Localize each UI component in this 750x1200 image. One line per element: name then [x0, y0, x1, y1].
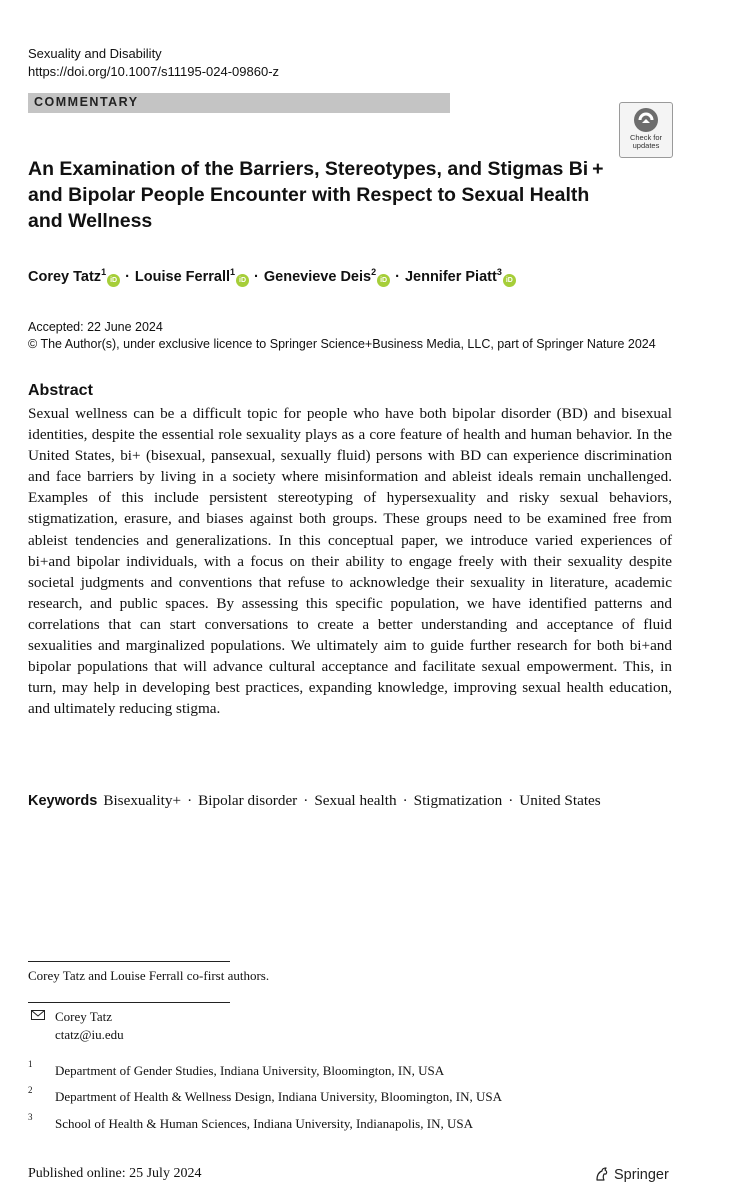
abstract-text: Sexual wellness can be a difficult topic for people who have both bipolar disorder (BD) and bisexual identities, despite the essential role sexuality plays as a core feature of health and human behavior. In the United States, bi+ (bisexual, pansexual, sexually fluid) persons with BD can experience discrimination and face barriers by living in a society where misinformation and ableist ideals remain unchallenged. Examples of this include persistent stereotyping of hypersexuality and risky sexual behaviors, stigmatization, erasure, and biases against both groups. These groups need to be examined free from ableist tendencies and generalizations. In this conceptual paper, we introduce varied experiences of bi+and bipolar individuals, with a focus on their ability to engage freely with their sexuality despite societal judgments and conventions that refuse to acknowledge their sexuality in literature, academic research, and public spaces. By assessing this specific population, we have identified patterns and correlations that can start conversations to create a better understanding and acceptance of fluid sexualities and marginalized populations. We ultimately aim to guide further research for both bi+and bipolar populations that will advance cultural acceptance and facilitate sexual empowerment. This, in turn, may help in developing best practices, expanding knowledge, improving sexual health education, and ultimately reducing stigma.: [28, 405, 672, 718]
author-2[interactable]: Louise Ferrall$^1$iD: [135, 267, 249, 287]
keywords-label: Keywords: [28, 793, 98, 809]
affiliation-number: 1: [28, 1059, 33, 1069]
author-4[interactable]: Jennifer Piatt$^3$iD: [405, 267, 516, 287]
keyword: Bipolar disorder: [198, 792, 298, 809]
keyword: United States: [519, 792, 601, 809]
affiliation-number: 3: [28, 1112, 33, 1122]
keywords: Keywords Bisexuality+ · Bipolar disorder · Sexual health · Stigmatization · United States: [28, 792, 601, 809]
article-type-bar: [28, 93, 450, 113]
article-type-label: COMMENTARY: [34, 95, 139, 109]
copyright-notice: © The Author(s), under exclusive licence to Springer Science+Business Media, LLC, part of Springer Nature 2024: [28, 337, 656, 351]
corresponding-author-email[interactable]: ctatz@iu.edu: [55, 1027, 124, 1042]
envelope-icon: [31, 1010, 45, 1020]
orcid-icon[interactable]: iD: [503, 274, 516, 287]
orcid-icon[interactable]: iD: [236, 274, 249, 287]
corresponding-author-name: Corey Tatz: [55, 1009, 112, 1024]
publisher-name: Springer: [614, 1167, 669, 1183]
abstract-heading: Abstract: [28, 382, 93, 399]
correspondence-divider: [28, 1002, 230, 1003]
journal-name: Sexuality and Disability: [28, 46, 162, 61]
check-for-updates-badge[interactable]: [619, 102, 673, 158]
keyword: Stigmatization: [413, 792, 503, 809]
published-online-date: Published online: 25 July 2024: [28, 1166, 202, 1181]
orcid-icon[interactable]: iD: [107, 274, 120, 287]
springer-horse-icon: [594, 1166, 610, 1182]
co-first-footnote: Corey Tatz and Louise Ferrall co-first authors.: [28, 968, 270, 983]
affiliation-2: Department of Health & Wellness Design, Indiana University, Bloomington, IN, USA: [55, 1089, 503, 1104]
keyword: Bisexuality+: [103, 792, 182, 809]
affiliation-3: School of Health & Human Sciences, Indiana University, Indianapolis, IN, USA: [55, 1116, 473, 1131]
affiliation-1: Department of Gender Studies, Indiana University, Bloomington, IN, USA: [55, 1063, 445, 1078]
article-title: An Examination of the Barriers, Stereotypes, and Stigmas Bi + and Bipolar People Encounter with Respect to Sexual Health and Wellness: [28, 158, 608, 232]
doi-link[interactable]: https://doi.org/10.1007/s11195-024-09860-z: [28, 64, 280, 79]
keyword: Sexual health: [314, 792, 397, 809]
publisher-logo[interactable]: [594, 1166, 669, 1184]
affiliation-number: 2: [28, 1085, 33, 1095]
check-for-updates-text: Check for updates: [629, 133, 663, 150]
orcid-icon[interactable]: iD: [377, 274, 390, 287]
author-1[interactable]: Corey Tatz$^1$iD: [28, 267, 120, 287]
check-for-updates-icon: [633, 107, 659, 133]
author-3[interactable]: Genevieve Deis$^2$iD: [264, 267, 390, 287]
accepted-date: Accepted: 22 June 2024: [28, 320, 163, 334]
author-list: Corey Tatz$^1$iD · Louise Ferrall$^1$iD · Genevieve Deis$^2$iD · Jennifer Piatt$^3$iD: [28, 267, 516, 287]
footnote-divider: [28, 961, 230, 962]
